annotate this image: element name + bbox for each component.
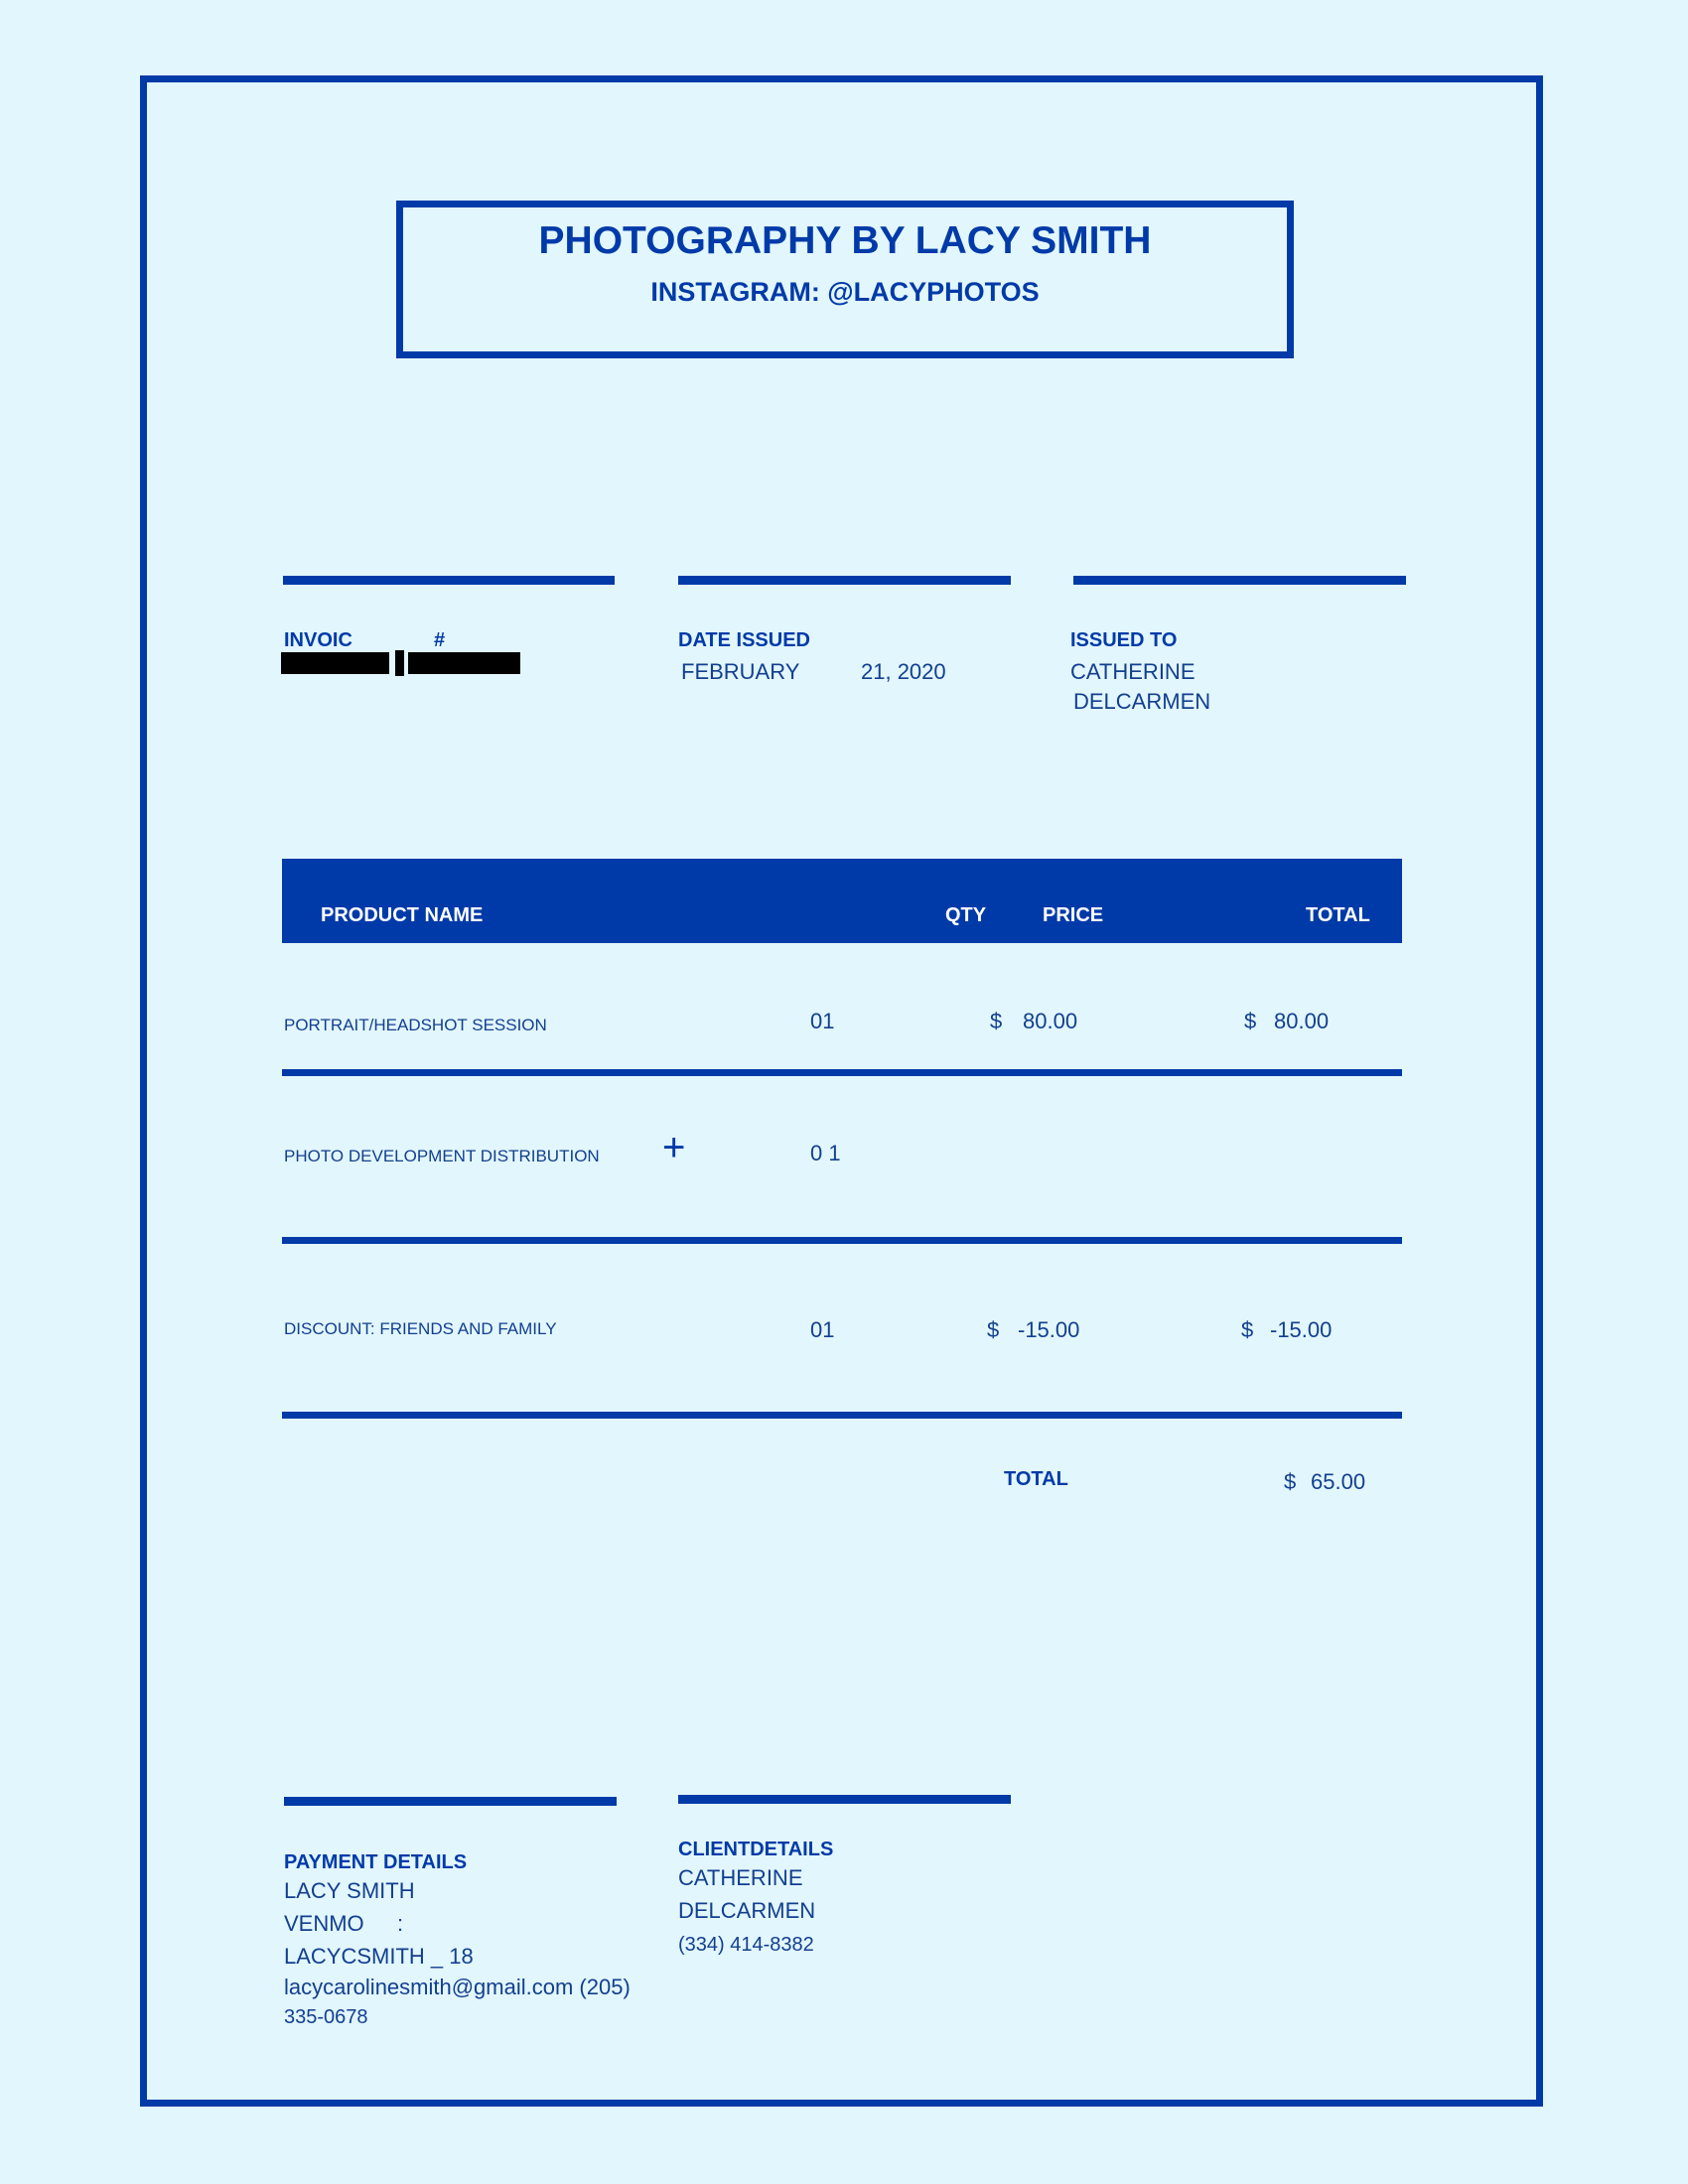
row-total: -15.00: [1270, 1317, 1333, 1342]
client-details-label: CLIENTDETAILS: [678, 1839, 834, 1860]
issued-to-label: ISSUED TO: [1070, 629, 1178, 651]
row-total-symbol: $: [1244, 1009, 1257, 1033]
redaction-bar: [395, 650, 404, 676]
venmo-colon: :: [397, 1911, 404, 1936]
row-divider: [282, 1237, 1402, 1244]
table-header: [282, 859, 1402, 943]
plus-icon: +: [662, 1126, 686, 1169]
payment-details-label: PAYMENT DETAILS: [284, 1851, 468, 1873]
instagram-handle: INSTAGRAM: @LACYPHOTOS: [650, 277, 1040, 307]
date-rule: [678, 576, 1011, 585]
client-rule: [678, 1795, 1011, 1804]
venmo-label: VENMO: [284, 1911, 364, 1936]
row-total-symbol: $: [1241, 1317, 1254, 1342]
venmo-handle: LACYCSMITH _ 18: [284, 1944, 474, 1969]
client-first: CATHERINE: [678, 1865, 803, 1890]
col-total: TOTAL: [1306, 904, 1370, 926]
invoice-rule: [283, 576, 615, 585]
date-day-year: 21, 2020: [861, 659, 946, 684]
row-divider: [282, 1069, 1402, 1076]
row-price-symbol: $: [990, 1009, 1003, 1033]
date-month: FEBRUARY: [681, 659, 800, 684]
row-product-name: DISCOUNT: FRIENDS AND FAMILY: [284, 1319, 557, 1338]
date-issued-label: DATE ISSUED: [678, 629, 810, 651]
issued-to-first: CATHERINE: [1070, 659, 1196, 684]
invoice-label: INVOIC: [284, 629, 352, 651]
row-product-name: PHOTO DEVELOPMENT DISTRIBUTION: [284, 1147, 600, 1165]
payment-rule: [284, 1797, 617, 1806]
col-price: PRICE: [1043, 904, 1104, 926]
header-box: [396, 201, 1294, 358]
issued-to-last: DELCARMEN: [1073, 689, 1211, 714]
row-price: -15.00: [1018, 1317, 1080, 1342]
col-qty: QTY: [945, 904, 987, 926]
payment-email-phone: lacycarolinesmith@gmail.com (205): [284, 1975, 631, 1999]
invoice-hash: #: [434, 629, 446, 651]
grand-total-label: TOTAL: [1004, 1468, 1068, 1490]
row-qty: 01: [810, 1317, 835, 1342]
row-qty: 01: [810, 1009, 835, 1033]
redaction-bar: [281, 652, 389, 674]
grand-total-value: 65.00: [1311, 1469, 1366, 1494]
row-total: 80.00: [1274, 1009, 1330, 1033]
row-price: 80.00: [1023, 1009, 1078, 1033]
row-divider: [282, 1412, 1402, 1419]
row-qty: 0 1: [810, 1141, 841, 1165]
payment-phone-rest: 335-0678: [284, 2006, 368, 2028]
client-last: DELCARMEN: [678, 1898, 816, 1923]
redaction-bar: [408, 652, 520, 674]
row-product-name: PORTRAIT/HEADSHOT SESSION: [284, 1016, 547, 1034]
grand-total-symbol: $: [1284, 1469, 1297, 1494]
issued-rule: [1073, 576, 1406, 585]
row-price-symbol: $: [987, 1317, 1000, 1342]
client-phone: (334) 414-8382: [678, 1934, 814, 1956]
payment-name: LACY SMITH: [284, 1878, 415, 1903]
business-title: PHOTOGRAPHY BY LACY SMITH: [538, 219, 1152, 262]
col-product-name: PRODUCT NAME: [321, 904, 484, 926]
